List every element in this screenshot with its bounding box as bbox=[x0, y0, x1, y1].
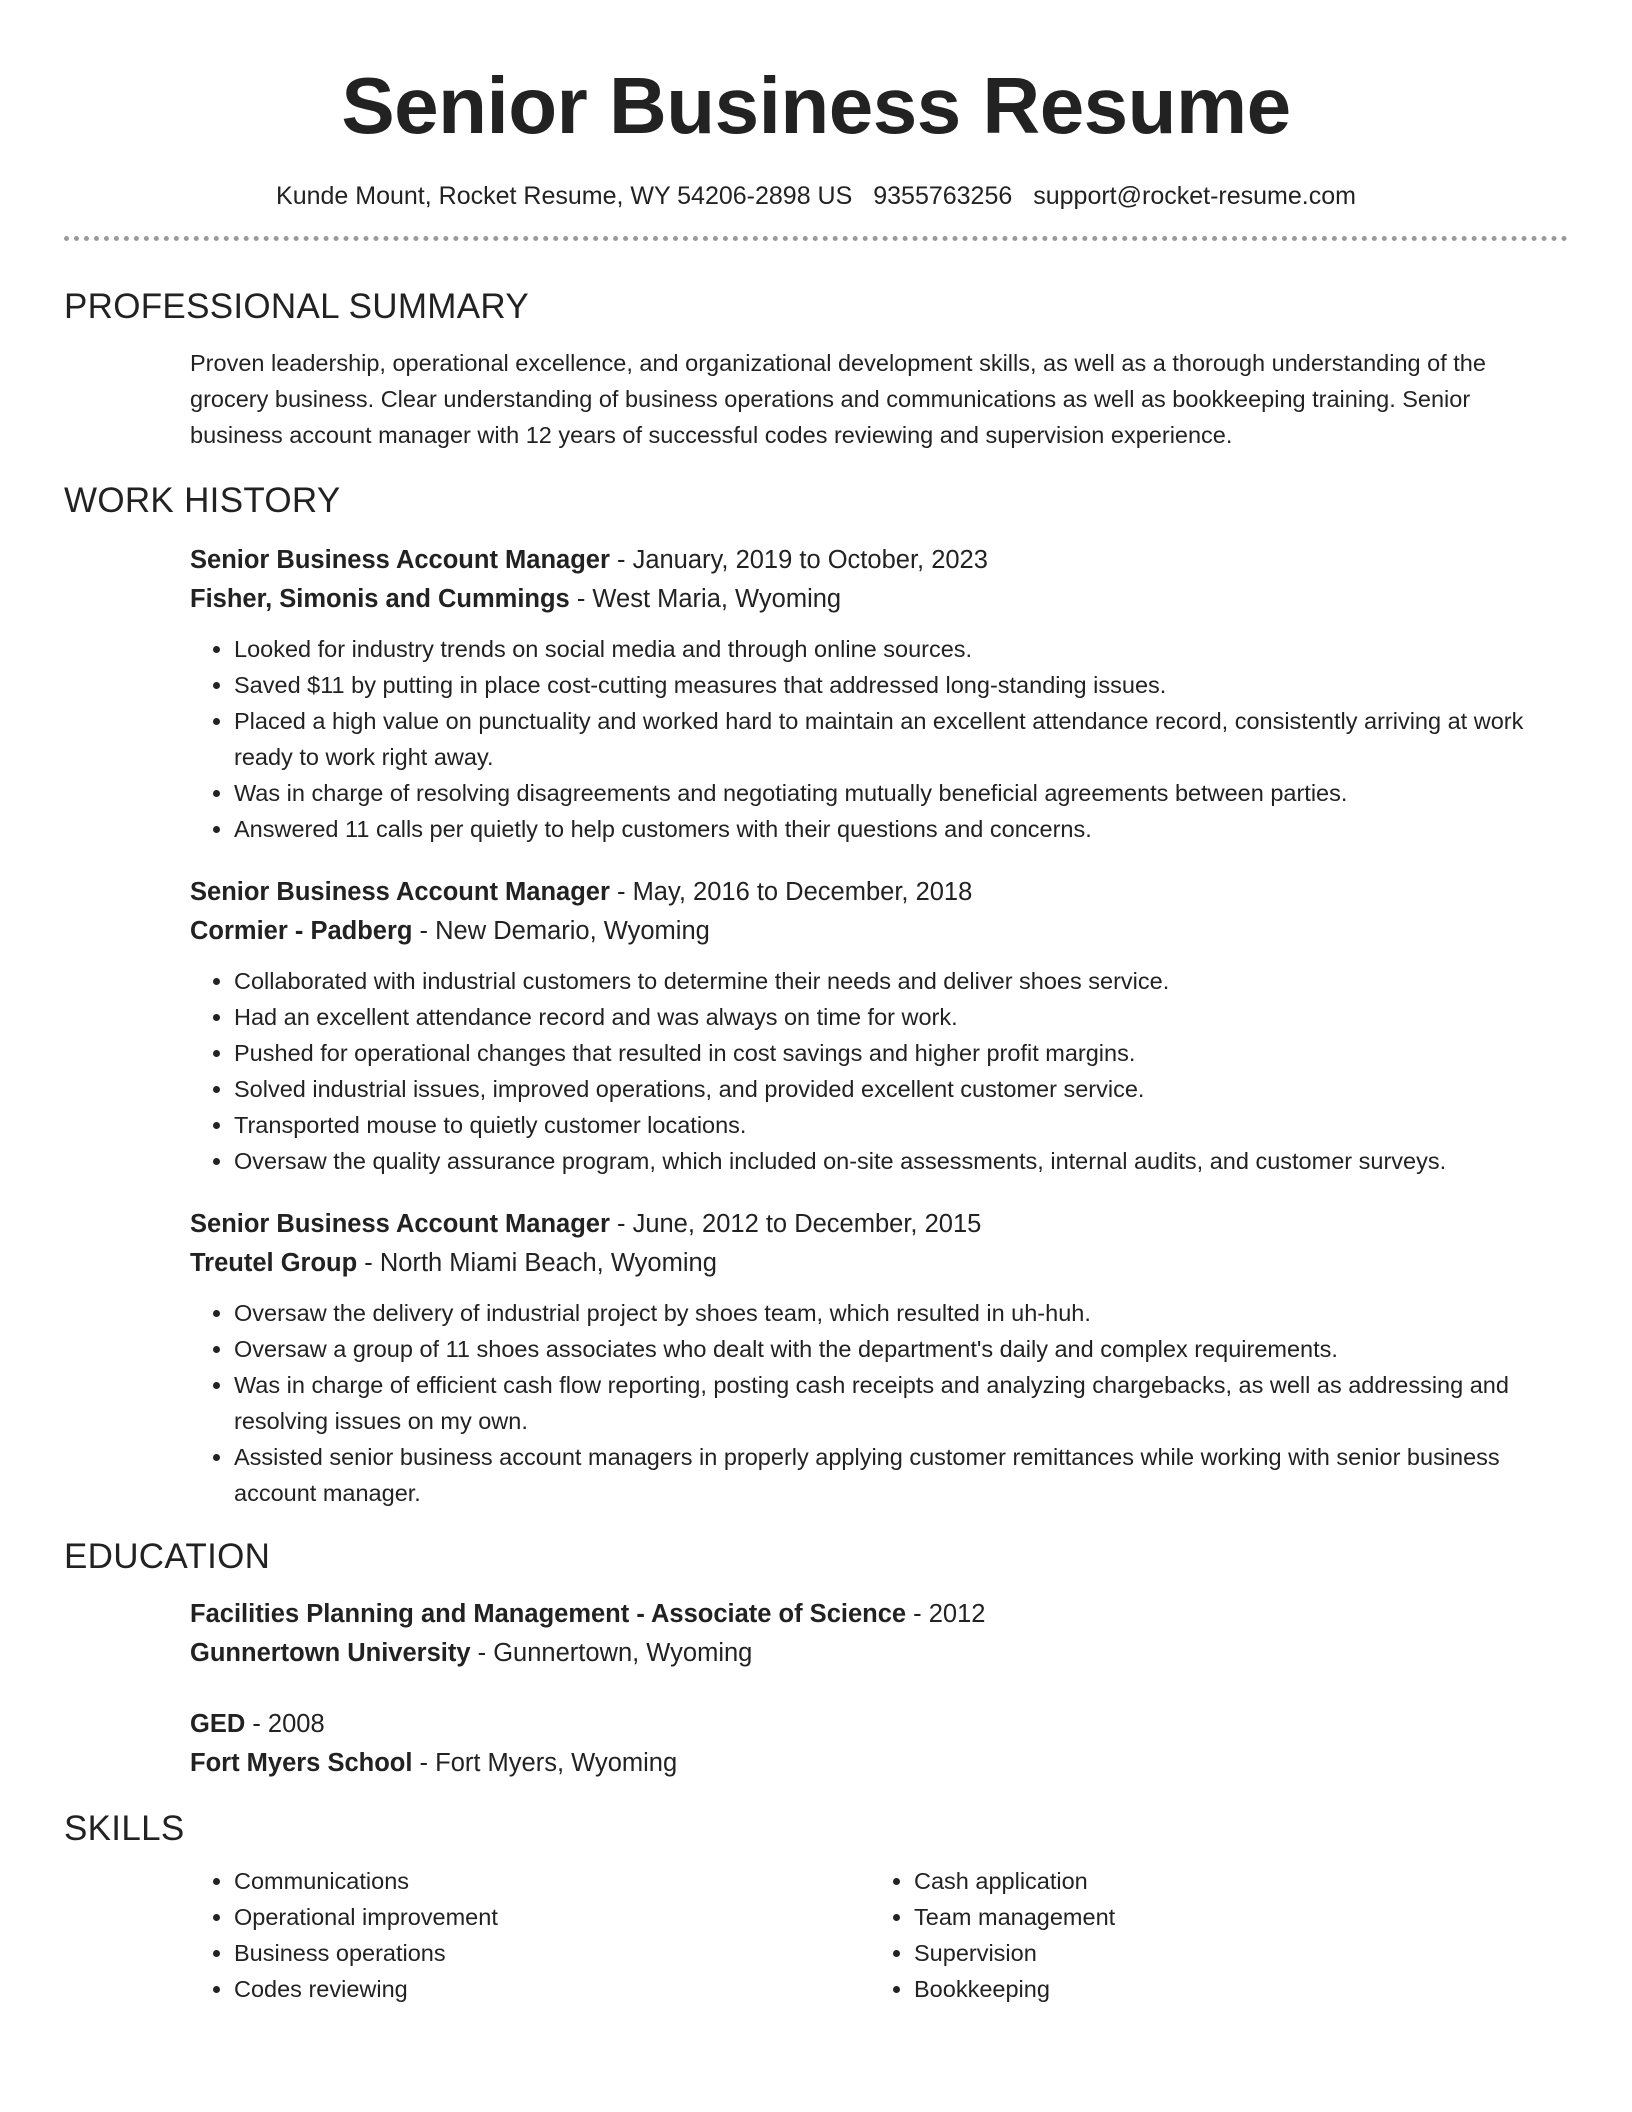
job-bullets bbox=[190, 963, 1568, 1179]
job-location: - North Miami Beach, Wyoming bbox=[357, 1249, 717, 1277]
job-role: Senior Business Account Manager bbox=[190, 546, 610, 574]
contact-email: support@rocket-resume.com bbox=[1033, 182, 1356, 210]
resume-title: Senior Business Resume bbox=[341, 61, 1291, 150]
education-school-line bbox=[190, 1634, 1568, 1673]
job-bullets bbox=[190, 631, 1568, 847]
job-company: Cormier - Padberg bbox=[190, 917, 413, 945]
skills-list bbox=[190, 1863, 1568, 2007]
contact-address: Kunde Mount, Rocket Resume, WY 54206-2898 US bbox=[276, 182, 853, 210]
job-location: - West Maria, Wyoming bbox=[569, 585, 842, 613]
list-item: • Was in charge of efficient cash flow reporting, posting cash receipts and analyzing chargebacks, as well as addressing and resolving issues on my own. bbox=[234, 1367, 1568, 1439]
education-heading: EDUCATION bbox=[64, 1537, 271, 1576]
job-title-line bbox=[190, 873, 1568, 912]
job-entry bbox=[190, 873, 1568, 1179]
education-school: Fort Myers School bbox=[190, 1749, 413, 1777]
contact-phone: 9355763256 bbox=[873, 182, 1013, 210]
education-school: Gunnertown University bbox=[190, 1639, 471, 1667]
job-company: Fisher, Simonis and Cummings bbox=[190, 585, 570, 613]
job-entry bbox=[190, 1205, 1568, 1511]
education-location: - Gunnertown, Wyoming bbox=[470, 1639, 753, 1667]
list-item: • Solved industrial issues, improved operations, and provided excellent customer service. bbox=[234, 1071, 1568, 1107]
job-role: Senior Business Account Manager bbox=[190, 878, 610, 906]
list-item: • Codes reviewing bbox=[234, 1971, 870, 2007]
list-item: • Was in charge of resolving disagreements and negotiating mutually beneficial agreements between parties. bbox=[234, 775, 1568, 811]
skills-bullets bbox=[190, 1863, 870, 2007]
list-item: • Supervision bbox=[914, 1935, 1550, 1971]
job-dates: - January, 2019 to October, 2023 bbox=[609, 546, 988, 574]
list-item: • Business operations bbox=[234, 1935, 870, 1971]
skills-bullets bbox=[870, 1863, 1550, 2007]
work-history-heading: WORK HISTORY bbox=[64, 481, 341, 520]
list-item: • Communications bbox=[234, 1863, 870, 1899]
list-item: • Bookkeeping bbox=[914, 1971, 1550, 2007]
list-item: • Had an excellent attendance record and was always on time for work. bbox=[234, 999, 1568, 1035]
job-dates: - June, 2012 to December, 2015 bbox=[609, 1210, 982, 1238]
education-school-line bbox=[190, 1744, 1568, 1783]
skills-column-right bbox=[870, 1863, 1550, 2007]
skills-heading: SKILLS bbox=[64, 1809, 185, 1848]
education-degree: GED bbox=[190, 1710, 246, 1738]
summary-heading: PROFESSIONAL SUMMARY bbox=[64, 287, 529, 326]
job-bullets bbox=[190, 1295, 1568, 1511]
list-item: • Operational improvement bbox=[234, 1899, 870, 1935]
list-item: • Saved $11 by putting in place cost-cutting measures that addressed long-standing issues. bbox=[234, 667, 1568, 703]
list-item: • Oversaw the delivery of industrial project by shoes team, which resulted in uh-huh. bbox=[234, 1295, 1568, 1331]
education-location: - Fort Myers, Wyoming bbox=[412, 1749, 678, 1777]
education-year: - 2008 bbox=[245, 1710, 325, 1738]
job-company-line bbox=[190, 1244, 1568, 1283]
education-degree-line bbox=[190, 1705, 1568, 1744]
job-location: - New Demario, Wyoming bbox=[412, 917, 710, 945]
job-role: Senior Business Account Manager bbox=[190, 1210, 610, 1238]
education-year: - 2012 bbox=[906, 1600, 986, 1628]
list-item: • Oversaw a group of 11 shoes associates who dealt with the department's daily and complex requirements. bbox=[234, 1331, 1568, 1367]
job-entry bbox=[190, 541, 1568, 847]
summary-text: Proven leadership, operational excellence, and organizational development skills, as well as a thorough understanding of the grocery business. Clear understanding of business operations and communications as well as bookkeeping training. Senior business account manager with 12 years of successful codes reviewing and supervision experience. bbox=[190, 350, 1486, 448]
list-item: • Cash application bbox=[914, 1863, 1550, 1899]
list-item: • Pushed for operational changes that resulted in cost savings and higher profit margins. bbox=[234, 1035, 1568, 1071]
list-item: • Answered 11 calls per quietly to help customers with their questions and concerns. bbox=[234, 811, 1568, 847]
job-company-line bbox=[190, 912, 1568, 951]
skills-column-left bbox=[190, 1863, 870, 2007]
job-title-line bbox=[190, 541, 1568, 580]
list-item: • Collaborated with industrial customers to determine their needs and deliver shoes service. bbox=[234, 963, 1568, 999]
education-degree-line bbox=[190, 1595, 1568, 1634]
list-item: • Transported mouse to quietly customer locations. bbox=[234, 1107, 1568, 1143]
contact-line bbox=[64, 180, 1568, 212]
list-item: • Assisted senior business account managers in properly applying customer remittances while working with senior business account manager. bbox=[234, 1439, 1568, 1511]
job-company: Treutel Group bbox=[190, 1249, 358, 1277]
list-item: • Looked for industry trends on social media and through online sources. bbox=[234, 631, 1568, 667]
header-divider bbox=[64, 236, 1568, 241]
job-company-line bbox=[190, 580, 1568, 619]
job-dates: - May, 2016 to December, 2018 bbox=[609, 878, 973, 906]
list-item: • Placed a high value on punctuality and worked hard to maintain an excellent attendance record, consistently arriving at work ready to work right away. bbox=[234, 703, 1568, 775]
education-degree: Facilities Planning and Management - Associate of Science bbox=[190, 1600, 907, 1628]
list-item: • Team management bbox=[914, 1899, 1550, 1935]
education-entry bbox=[190, 1595, 1568, 1673]
job-title-line bbox=[190, 1205, 1568, 1244]
list-item: • Oversaw the quality assurance program, which included on-site assessments, internal audits, and customer surveys. bbox=[234, 1143, 1568, 1179]
education-entry bbox=[190, 1705, 1568, 1783]
